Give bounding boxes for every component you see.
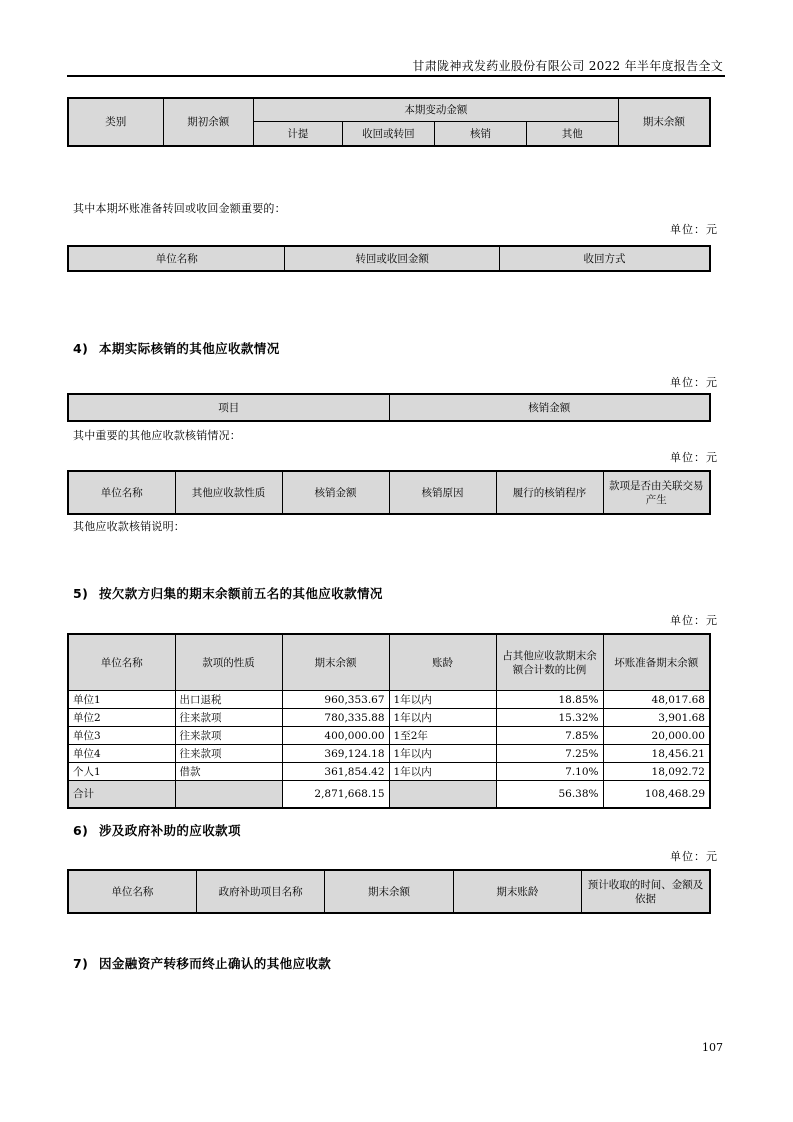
col-header-accrual: 计提: [254, 122, 343, 147]
page-number: 107: [702, 1041, 723, 1054]
col-header-item: 项目: [68, 394, 389, 421]
cell-total-proportion: 56.38%: [496, 781, 603, 809]
cell-nature: 往来款项: [175, 709, 282, 727]
section-title: 因金融资产转移而终止确认的其他应收款: [99, 956, 332, 971]
cell-balance: 361,854.42: [282, 763, 389, 781]
cell-total-label: 合计: [68, 781, 175, 809]
unit-label: 单位：元: [670, 614, 718, 627]
col-header-proportion: 占其他应收款期末余额合计数的比例: [496, 634, 603, 691]
writeoff-detail-table: [67, 470, 711, 515]
section-number: 6): [73, 823, 89, 838]
section-heading-6: [73, 821, 241, 839]
cell-proportion: 18.85%: [496, 691, 603, 709]
cell-balance: 780,335.88: [282, 709, 389, 727]
subsidy-receivables-table: [67, 869, 711, 914]
cell-unit: 单位4: [68, 745, 175, 763]
cell-unit: 单位1: [68, 691, 175, 709]
header-rule: [67, 75, 725, 77]
cell-nature: 往来款项: [175, 727, 282, 745]
col-header-opening-balance: 期初余额: [163, 98, 254, 146]
cell-balance: 960,353.67: [282, 691, 389, 709]
col-header-closing-aging: 期末账龄: [453, 870, 581, 913]
cell-proportion: 7.10%: [496, 763, 603, 781]
col-header-closing-balance: 期末余额: [325, 870, 453, 913]
section-title: 涉及政府补助的应收款项: [99, 823, 241, 838]
col-header-nature: 款项的性质: [175, 634, 282, 691]
col-header-unit-name: 单位名称: [68, 634, 175, 691]
cell-total-balance: 2,871,668.15: [282, 781, 389, 809]
cell-proportion: 7.85%: [496, 727, 603, 745]
col-header-expected-collection: 预计收取的时间、金额及依据: [582, 870, 710, 913]
col-header-unit-name: 单位名称: [68, 870, 196, 913]
table-row: [68, 745, 710, 763]
table-row: [68, 727, 710, 745]
col-header-recovery-method: 收回方式: [499, 246, 710, 271]
cell-provision: 18,456.21: [603, 745, 710, 763]
section-number: 4): [73, 341, 89, 356]
col-header-aging: 账龄: [389, 634, 496, 691]
col-header-writeoff-amount: 核销金额: [389, 394, 710, 421]
col-header-provision-balance: 坏账准备期末余额: [603, 634, 710, 691]
cell-provision: 3,901.68: [603, 709, 710, 727]
cell-nature: 往来款项: [175, 745, 282, 763]
unit-label: 单位：元: [670, 223, 718, 236]
col-header-unit-name: 单位名称: [68, 246, 285, 271]
col-header-reversal-amount: 转回或收回金额: [285, 246, 499, 271]
unit-label: 单位：元: [670, 451, 718, 464]
cell-nature: 借款: [175, 763, 282, 781]
col-header-unit-name: 单位名称: [68, 471, 175, 514]
cell-balance: 400,000.00: [282, 727, 389, 745]
cell-aging: 1年以内: [389, 709, 496, 727]
col-header-change-group: 本期变动金额: [254, 98, 619, 122]
col-header-subsidy-project: 政府补助项目名称: [196, 870, 324, 913]
table-total-row: [68, 781, 710, 809]
col-header-nature: 其他应收款性质: [175, 471, 282, 514]
cell-provision: 18,092.72: [603, 763, 710, 781]
cell-provision: 20,000.00: [603, 727, 710, 745]
section-heading-5: [73, 584, 383, 602]
para-important-writeoff: 其中重要的其他应收款核销情况：: [73, 429, 241, 442]
unit-label: 单位：元: [670, 850, 718, 863]
col-header-other: 其他: [526, 122, 618, 147]
section-heading-7: [73, 954, 331, 972]
section-title: 按欠款方归集的期末余额前五名的其他应收款情况: [99, 586, 383, 601]
cell-proportion: 7.25%: [496, 745, 603, 763]
table-row: [68, 709, 710, 727]
provision-change-table: [67, 97, 711, 147]
cell-unit: 个人1: [68, 763, 175, 781]
cell-unit: 单位2: [68, 709, 175, 727]
col-header-writeoff-reason: 核销原因: [389, 471, 496, 514]
unit-label: 单位：元: [670, 376, 718, 389]
section-number: 7): [73, 956, 89, 971]
col-header-writeoff: 核销: [435, 122, 527, 147]
cell-proportion: 15.32%: [496, 709, 603, 727]
section-heading-4: [73, 339, 280, 357]
table-row: [68, 691, 710, 709]
cell-unit: 单位3: [68, 727, 175, 745]
cell-aging: 1年以内: [389, 763, 496, 781]
col-header-procedure: 履行的核销程序: [496, 471, 603, 514]
section-title: 本期实际核销的其他应收款情况: [99, 341, 280, 356]
cell-aging: 1年以内: [389, 691, 496, 709]
col-header-category: 类别: [68, 98, 163, 146]
top5-receivables-table: [67, 633, 711, 809]
cell-empty: [389, 781, 496, 809]
col-header-closing-balance: 期末余额: [618, 98, 710, 146]
para-writeoff-note: 其他应收款核销说明：: [73, 520, 185, 533]
cell-aging: 1至2年: [389, 727, 496, 745]
cell-aging: 1年以内: [389, 745, 496, 763]
cell-balance: 369,124.18: [282, 745, 389, 763]
section-number: 5): [73, 586, 89, 601]
cell-total-provision: 108,468.29: [603, 781, 710, 809]
para-important-reversal: 其中本期坏账准备转回或收回金额重要的：: [73, 202, 286, 215]
table-row: [68, 763, 710, 781]
col-header-recovered: 收回或转回: [342, 122, 434, 147]
page-header-title: 甘肃陇神戎发药业股份有限公司 2022 年半年度报告全文: [412, 59, 723, 73]
writeoff-simple-table: [67, 393, 711, 422]
col-header-related-party: 款项是否由关联交易产生: [603, 471, 710, 514]
col-header-closing-balance: 期末余额: [282, 634, 389, 691]
cell-empty: [175, 781, 282, 809]
col-header-writeoff-amount: 核销金额: [282, 471, 389, 514]
reversal-table: [67, 245, 711, 272]
cell-nature: 出口退税: [175, 691, 282, 709]
cell-provision: 48,017.68: [603, 691, 710, 709]
